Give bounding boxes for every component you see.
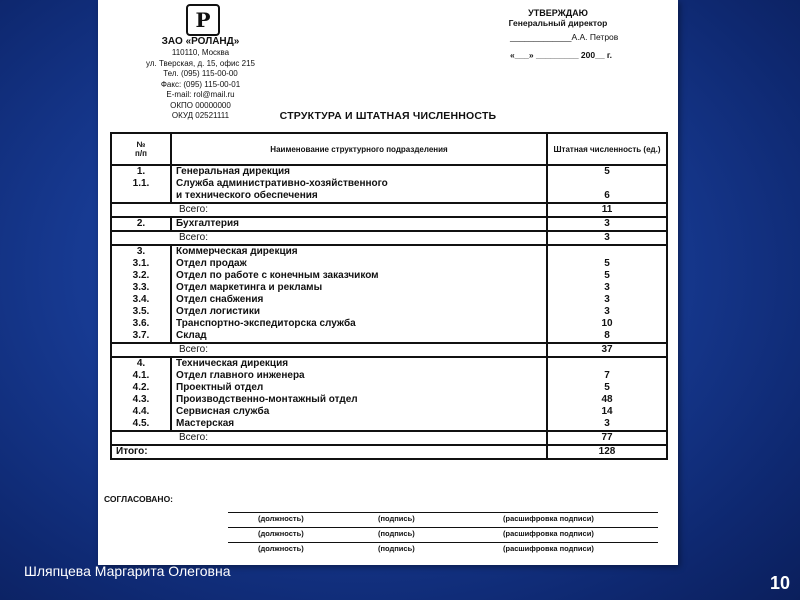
table-row — [111, 245, 667, 258]
decoding-caption: (расшифровка подписи) — [503, 514, 594, 523]
row-count: 6 — [547, 190, 667, 203]
section-total-row — [111, 203, 667, 217]
grand-total-row — [111, 445, 667, 459]
company-okud-line: ОКУД 02521111 — [171, 111, 230, 120]
document-page — [98, 0, 678, 565]
row-count — [547, 245, 667, 258]
table-row — [111, 370, 667, 382]
total-spacer — [111, 231, 171, 245]
agreed-label: СОГЛАСОВАНО: — [104, 494, 174, 504]
table-row — [111, 294, 667, 306]
total-spacer — [111, 203, 171, 217]
company-email-line: E-mail: rol@mail.ru — [166, 90, 235, 99]
total-value: 77 — [547, 431, 667, 445]
table-row — [111, 330, 667, 343]
company-okpo-line: ОКПО 00000000 — [170, 100, 231, 110]
total-spacer — [111, 343, 171, 357]
grand-total-label: Итого: — [111, 445, 171, 459]
row-number: 4.3. — [111, 394, 171, 406]
row-count: 5 — [547, 382, 667, 394]
row-count: 5 — [547, 165, 667, 178]
header-number: № п/п — [111, 133, 171, 165]
row-department: Отдел снабжения — [171, 294, 547, 306]
position-caption: (должность) — [258, 529, 304, 538]
grand-total-value: 128 — [547, 445, 667, 459]
agreed-signature-row — [228, 542, 658, 553]
company-details — [118, 35, 283, 122]
table-row — [111, 217, 667, 231]
table-row — [111, 418, 667, 431]
row-number: 3.4. — [111, 294, 171, 306]
approval-block — [498, 8, 618, 28]
approval-title: УТВЕРЖДАЮ — [528, 8, 588, 18]
row-number: 4.1. — [111, 370, 171, 382]
total-label: Всего: — [171, 431, 547, 445]
agreed-signature-row — [228, 527, 658, 538]
row-count: 3 — [547, 282, 667, 294]
row-number: 1. — [111, 165, 171, 178]
table-row — [111, 318, 667, 330]
slide-number: 10 — [769, 573, 790, 593]
row-number: 4.5. — [111, 418, 171, 431]
row-department: и технического обеспечения — [171, 190, 547, 203]
row-number: 4. — [111, 357, 171, 370]
header-count: Штатная численность (ед.) — [547, 133, 667, 165]
company-street-line: ул. Тверская, д. 15, офис 215 — [146, 58, 255, 68]
signature-caption: (подпись) — [378, 529, 415, 538]
row-number: 4.4. — [111, 406, 171, 418]
row-department: Служба административно-хозяйственного — [171, 178, 547, 190]
table-row — [111, 270, 667, 282]
company-name: ЗАО «РОЛАНД» — [161, 36, 240, 47]
row-count: 3 — [547, 294, 667, 306]
header-department: Наименование структурного подразделения — [171, 133, 547, 165]
section-total-row — [111, 231, 667, 245]
row-count: 14 — [547, 406, 667, 418]
table-header-row — [111, 133, 667, 165]
row-count — [547, 178, 667, 190]
row-department: Отдел маркетинга и рекламы — [171, 282, 547, 294]
row-department: Производственно-монтажный отдел — [171, 394, 547, 406]
row-count: 3 — [547, 306, 667, 318]
grand-total-spacer — [171, 445, 547, 459]
row-number: 2. — [111, 217, 171, 231]
table-row — [111, 406, 667, 418]
company-phone-line: Тел. (095) 115-00-00 — [163, 69, 238, 78]
row-count: 5 — [547, 258, 667, 270]
approval-date-line: «___» _________ 200__ г. — [510, 50, 612, 60]
row-department: Коммерческая дирекция — [171, 245, 547, 258]
row-number: 3.2. — [111, 270, 171, 282]
row-number: 3.6. — [111, 318, 171, 330]
row-number: 3. — [111, 245, 171, 258]
table-row — [111, 190, 667, 203]
table-row — [111, 394, 667, 406]
table-row — [111, 165, 667, 178]
total-label: Всего: — [171, 203, 547, 217]
row-department: Отдел главного инженера — [171, 370, 547, 382]
decoding-caption: (расшифровка подписи) — [503, 544, 594, 553]
company-logo: Р — [186, 4, 220, 36]
row-department: Транспортно-экспедиторска служба — [171, 318, 547, 330]
signature-caption: (подпись) — [378, 544, 415, 553]
approval-signature-line: _____________А.А. Петров — [510, 32, 619, 42]
row-count: 3 — [547, 217, 667, 231]
row-number: 3.7. — [111, 330, 171, 343]
row-department: Склад — [171, 330, 547, 343]
position-caption: (должность) — [258, 514, 304, 523]
company-address-line: 110110, Москва — [171, 48, 230, 57]
signature-caption: (подпись) — [378, 514, 415, 523]
table-row — [111, 258, 667, 270]
table-row — [111, 382, 667, 394]
row-department: Сервисная служба — [171, 406, 547, 418]
section-total-row — [111, 431, 667, 445]
position-caption: (должность) — [258, 544, 304, 553]
total-label: Всего: — [171, 231, 547, 245]
row-department: Проектный отдел — [171, 382, 547, 394]
row-count: 5 — [547, 270, 667, 282]
row-number: 3.5. — [111, 306, 171, 318]
row-count: 3 — [547, 418, 667, 431]
row-department: Отдел по работе с конечным заказчиком — [171, 270, 547, 282]
row-department: Отдел продаж — [171, 258, 547, 270]
author-name: Шляпцева Маргарита Олеговна — [24, 563, 231, 579]
decoding-caption: (расшифровка подписи) — [503, 529, 594, 538]
row-department: Генеральная дирекция — [171, 165, 547, 178]
total-value: 37 — [547, 343, 667, 357]
row-count — [547, 357, 667, 370]
staff-table — [110, 132, 668, 460]
row-count: 10 — [547, 318, 667, 330]
row-department: Мастерская — [171, 418, 547, 431]
document-title: СТРУКТУРА И ШТАТНАЯ ЧИСЛЕННОСТЬ — [279, 110, 497, 122]
row-count: 8 — [547, 330, 667, 343]
row-number: 4.2. — [111, 382, 171, 394]
row-number: 3.1. — [111, 258, 171, 270]
table-row — [111, 306, 667, 318]
row-number: 3.3. — [111, 282, 171, 294]
total-spacer — [111, 431, 171, 445]
row-department: Отдел логистики — [171, 306, 547, 318]
table-row — [111, 357, 667, 370]
total-label: Всего: — [171, 343, 547, 357]
agreed-signature-row — [228, 512, 658, 523]
section-total-row — [111, 343, 667, 357]
company-fax-line: Факс: (095) 115-00-01 — [160, 79, 241, 89]
table-row — [111, 178, 667, 190]
approval-position: Генеральный директор — [508, 18, 608, 28]
table-row — [111, 282, 667, 294]
row-number — [111, 190, 171, 203]
row-count: 48 — [547, 394, 667, 406]
row-department: Техническая дирекция — [171, 357, 547, 370]
row-department: Бухгалтерия — [171, 217, 547, 231]
row-number: 1.1. — [111, 178, 171, 190]
row-count: 7 — [547, 370, 667, 382]
total-value: 11 — [547, 203, 667, 217]
total-value: 3 — [547, 231, 667, 245]
